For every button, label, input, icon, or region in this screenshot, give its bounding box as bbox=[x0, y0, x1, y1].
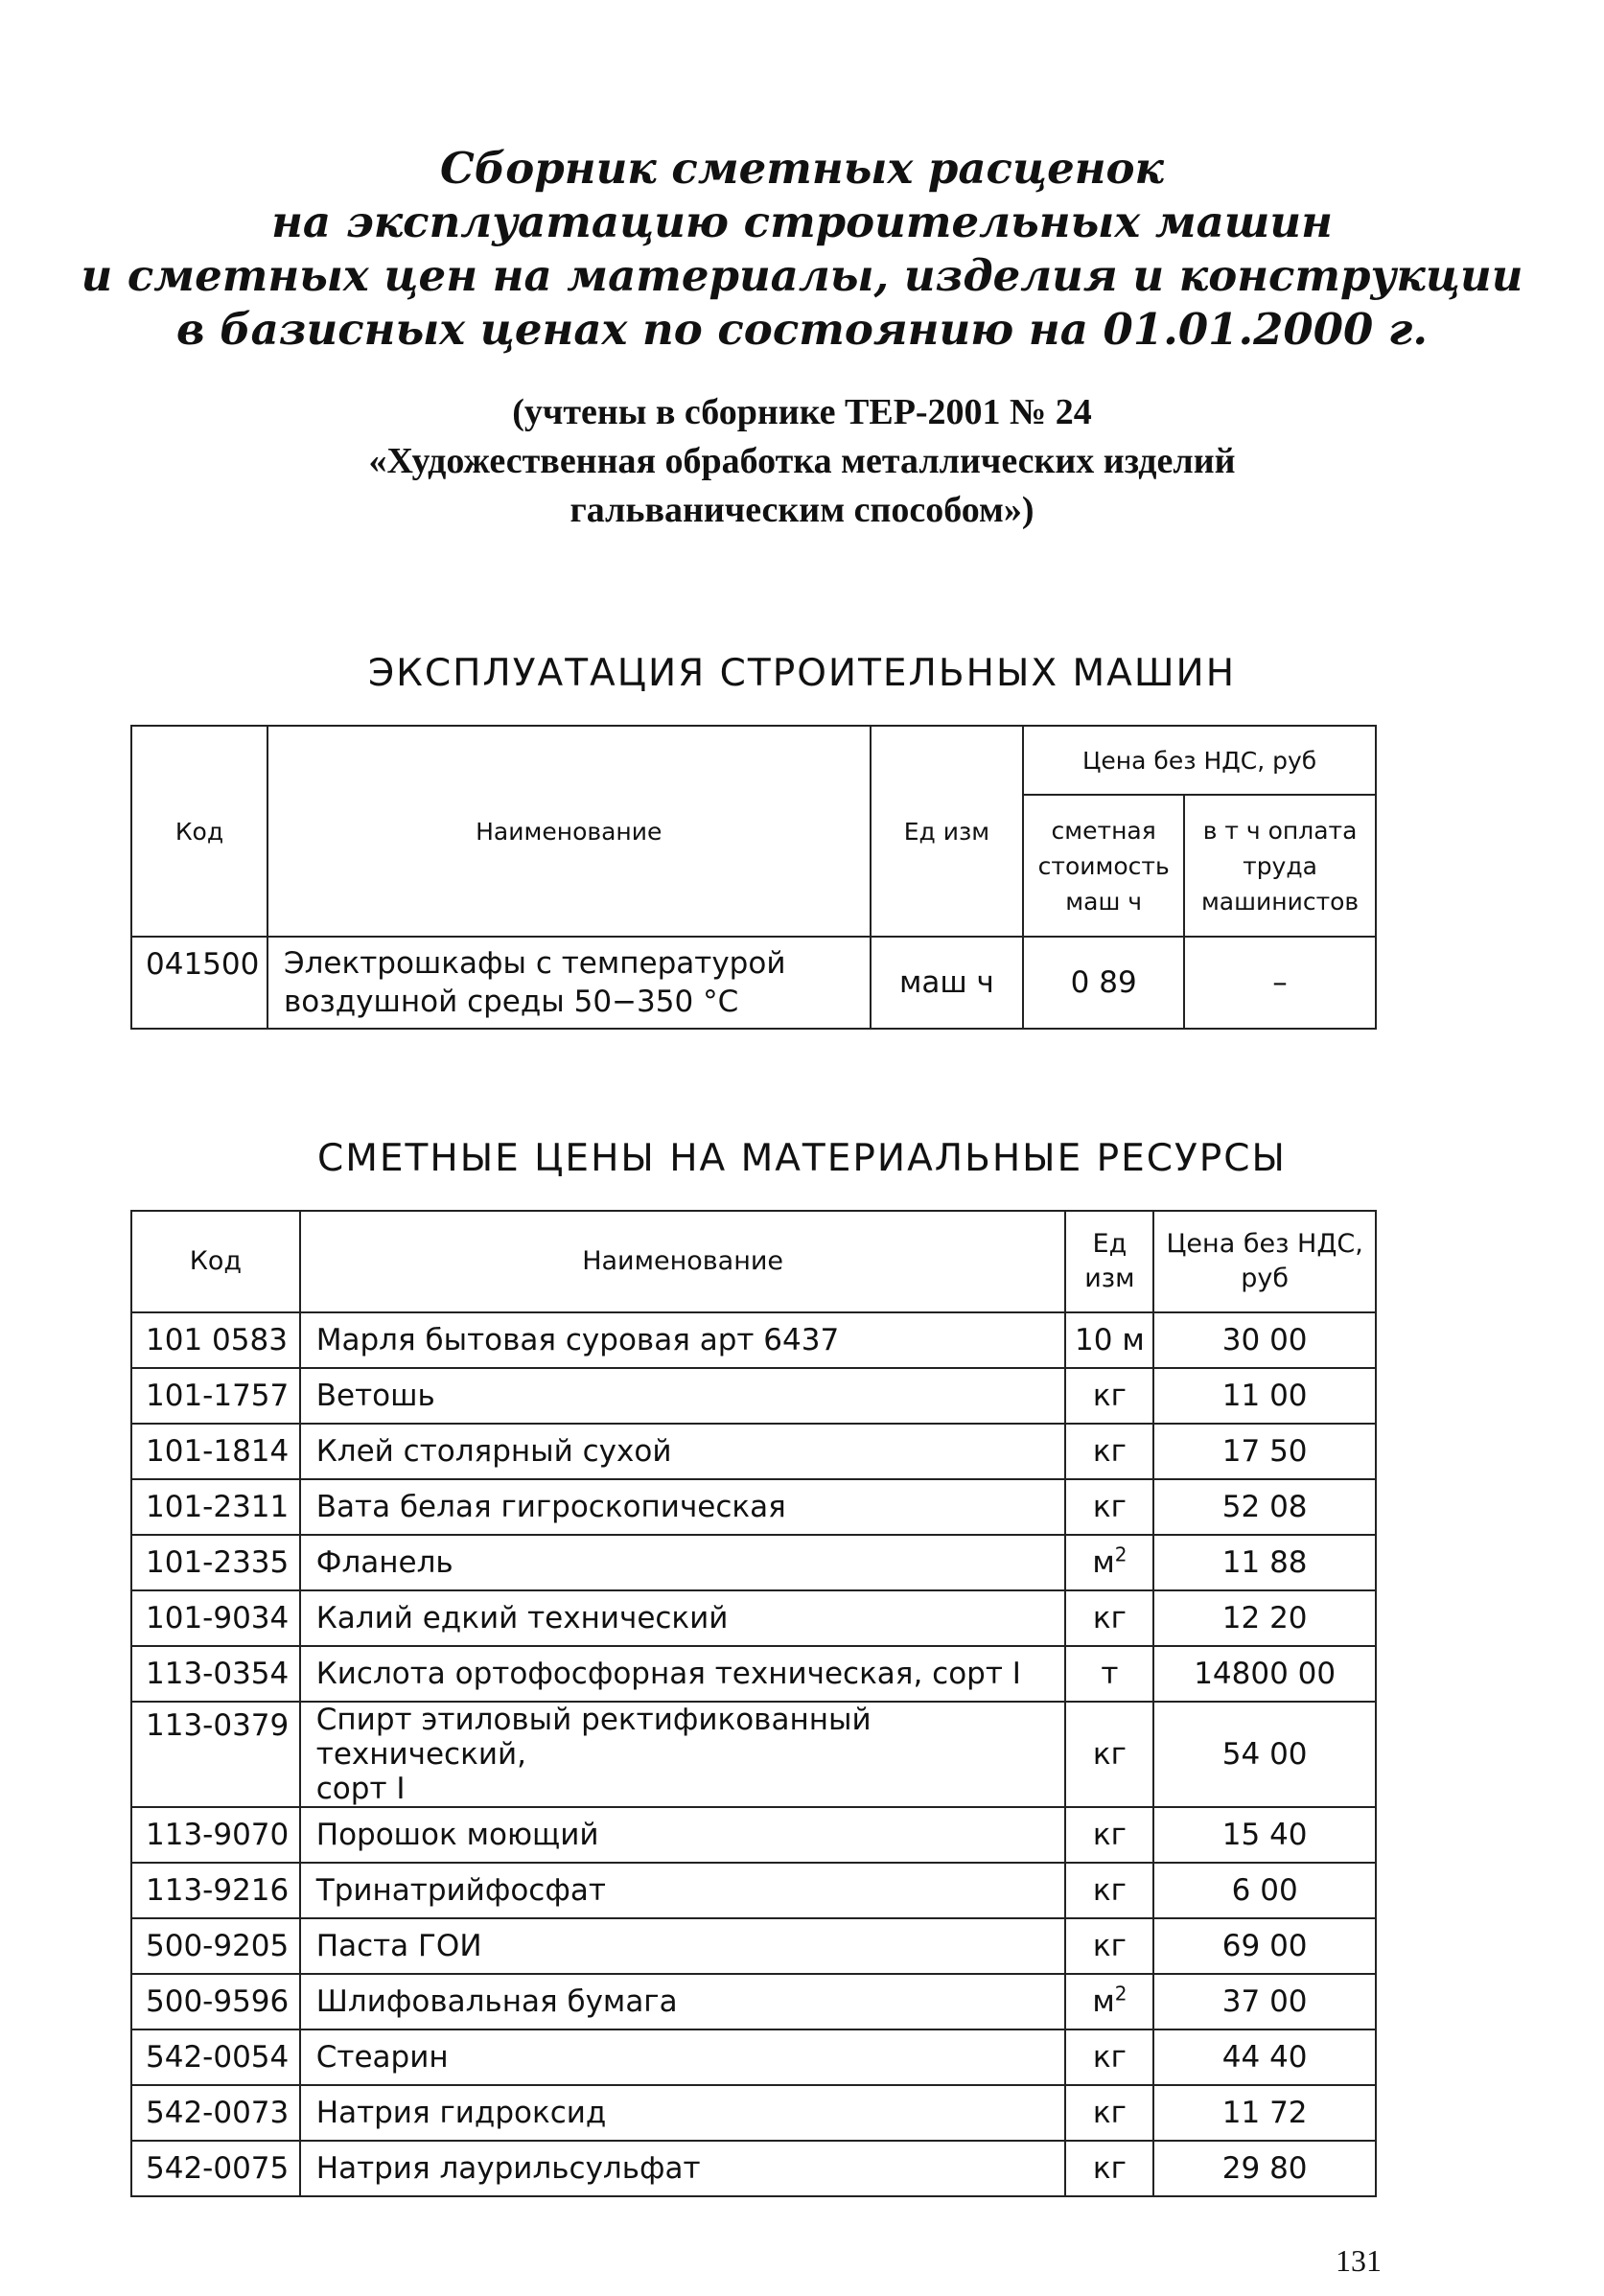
cell-name bbox=[267, 937, 871, 1029]
table-row bbox=[131, 2029, 1376, 2085]
table-row bbox=[131, 1646, 1376, 1702]
cell-price: 52 08 bbox=[1153, 1479, 1376, 1535]
cell-code: 101-9034 bbox=[131, 1590, 300, 1646]
cell-code: 101 0583 bbox=[131, 1312, 300, 1368]
cell-unit bbox=[1065, 1424, 1153, 1479]
cell-unit-text: кг bbox=[1092, 1737, 1127, 1772]
header-code: Код bbox=[131, 1211, 300, 1312]
cell-unit-text: кг bbox=[1092, 1434, 1127, 1469]
cell-code: 113-9216 bbox=[131, 1863, 300, 1918]
title-line: в базисных ценах по состоянию на 01.01.2000 г. bbox=[175, 304, 1429, 355]
machines-section-title: ЭКСПЛУАТАЦИЯ СТРОИТЕЛЬНЫХ МАШИН bbox=[367, 652, 1237, 695]
note-line: «Художественная обработка металлических изделий bbox=[368, 441, 1236, 481]
unit-exponent: 2 bbox=[1114, 1982, 1127, 2006]
cell-name-line: сорт I bbox=[315, 1772, 406, 1806]
header-code: Код bbox=[131, 726, 267, 937]
cell-unit-text: кг bbox=[1092, 2151, 1127, 2186]
cell-name bbox=[300, 1702, 1066, 1807]
table-row bbox=[131, 1702, 1376, 1807]
cell-price: 30 00 bbox=[1153, 1312, 1376, 1368]
cell-name: Вата белая гигроскопическая bbox=[300, 1479, 1066, 1535]
header-unit-line: изм bbox=[1084, 1264, 1135, 1293]
cell-name-line: Электрошкафы с температурой bbox=[283, 946, 786, 981]
cell-code: 113-9070 bbox=[131, 1807, 300, 1863]
table-row bbox=[131, 1590, 1376, 1646]
cell-code: 101-2311 bbox=[131, 1479, 300, 1535]
cell-name: Тринатрийфосфат bbox=[300, 1863, 1066, 1918]
cell-code: 542-0073 bbox=[131, 2085, 300, 2141]
cell-price: 11 72 bbox=[1153, 2085, 1376, 2141]
table-row bbox=[131, 1807, 1376, 1863]
table-row bbox=[131, 1424, 1376, 1479]
cell-price: 44 40 bbox=[1153, 2029, 1376, 2085]
header-wage-line: труда bbox=[1243, 851, 1317, 880]
cell-unit bbox=[1065, 1918, 1153, 1974]
table-row bbox=[131, 937, 1376, 1029]
cell-unit-text: кг bbox=[1092, 1490, 1127, 1524]
cell-unit bbox=[1065, 1590, 1153, 1646]
header-name: Наименование bbox=[300, 1211, 1066, 1312]
cell-code: 500-9205 bbox=[131, 1918, 300, 1974]
header-wage-line: машинистов bbox=[1200, 887, 1360, 916]
cell-unit-text: кг bbox=[1092, 1929, 1127, 1963]
cell-unit-text: кг bbox=[1092, 1379, 1127, 1413]
cell-name: Натрия гидроксид bbox=[300, 2085, 1066, 2141]
cell-price: 12 20 bbox=[1153, 1590, 1376, 1646]
cell-unit-text: кг bbox=[1092, 1601, 1127, 1635]
header-cost-line: сметная bbox=[1051, 816, 1156, 845]
cell-unit-text: кг bbox=[1092, 1818, 1127, 1852]
cell-price: 54 00 bbox=[1153, 1702, 1376, 1807]
cell-unit bbox=[1065, 1368, 1153, 1424]
header-wage-line: в т ч оплата bbox=[1202, 816, 1358, 845]
cell-unit bbox=[1065, 1312, 1153, 1368]
cell-unit bbox=[1065, 2141, 1153, 2196]
cell-code: 041500 bbox=[131, 937, 267, 1029]
table-row bbox=[131, 1535, 1376, 1590]
cell-code: 101-2335 bbox=[131, 1535, 300, 1590]
header-cost-line: маш ч bbox=[1065, 887, 1143, 916]
cell-unit bbox=[1065, 1479, 1153, 1535]
cell-name: Калий едкий технический bbox=[300, 1590, 1066, 1646]
table-row bbox=[131, 1479, 1376, 1535]
table-row bbox=[131, 1368, 1376, 1424]
cell-price: 29 80 bbox=[1153, 2141, 1376, 2196]
cell-code: 113-0354 bbox=[131, 1646, 300, 1702]
header-cost bbox=[1023, 795, 1184, 937]
cell-unit-text: м bbox=[1092, 1545, 1115, 1580]
table-row bbox=[131, 1312, 1376, 1368]
cell-price: 69 00 bbox=[1153, 1918, 1376, 1974]
table-row bbox=[131, 2141, 1376, 2196]
note-line: (учтены в сборнике ТЕР-2001 № 24 bbox=[512, 392, 1092, 432]
cell-unit-text: кг bbox=[1092, 2040, 1127, 2075]
cell-price: 17 50 bbox=[1153, 1424, 1376, 1479]
cell-name: Порошок моющий bbox=[300, 1807, 1066, 1863]
cell-price: 11 88 bbox=[1153, 1535, 1376, 1590]
note-line: гальваническим способом») bbox=[570, 490, 1034, 530]
cell-name-line: Спирт этиловый ректификованный технический, bbox=[315, 1703, 872, 1772]
page-number: 131 bbox=[1336, 2243, 1382, 2278]
cell-code: 500-9596 bbox=[131, 1974, 300, 2029]
cell-code: 113-0379 bbox=[131, 1702, 300, 1807]
cell-unit bbox=[1065, 1535, 1153, 1590]
table-row bbox=[131, 1918, 1376, 1974]
cell-unit-text: кг bbox=[1092, 2096, 1127, 2130]
cell-name-line: воздушной среды 50−350 °С bbox=[283, 985, 739, 1019]
document-title bbox=[0, 142, 1604, 357]
cell-unit bbox=[1065, 1646, 1153, 1702]
cell-unit bbox=[1065, 2085, 1153, 2141]
cell-code: 542-0054 bbox=[131, 2029, 300, 2085]
cell-name: Шлифовальная бумага bbox=[300, 1974, 1066, 2029]
cell-price: 14800 00 bbox=[1153, 1646, 1376, 1702]
materials-table bbox=[130, 1210, 1377, 2197]
cell-cost: 0 89 bbox=[1023, 937, 1184, 1029]
cell-name: Стеарин bbox=[300, 2029, 1066, 2085]
header-wage bbox=[1184, 795, 1376, 937]
materials-section-title: СМЕТНЫЕ ЦЕНЫ НА МАТЕРИАЛЬНЫЕ РЕСУРСЫ bbox=[317, 1137, 1287, 1180]
header-unit bbox=[1065, 1211, 1153, 1312]
cell-name: Марля бытовая суровая арт 6437 bbox=[300, 1312, 1066, 1368]
header-cost-line: стоимость bbox=[1037, 851, 1170, 880]
header-price-line: руб bbox=[1241, 1264, 1290, 1293]
cell-code: 101-1814 bbox=[131, 1424, 300, 1479]
table-row bbox=[131, 1863, 1376, 1918]
header-price-line: Цена без НДС, bbox=[1166, 1229, 1363, 1259]
cell-unit: маш ч bbox=[871, 937, 1024, 1029]
cell-code: 542-0075 bbox=[131, 2141, 300, 2196]
cell-unit-text: м bbox=[1092, 1984, 1115, 2019]
cell-unit bbox=[1065, 1974, 1153, 2029]
cell-code: 101-1757 bbox=[131, 1368, 300, 1424]
title-line: Сборник сметных расценок bbox=[439, 143, 1165, 194]
machines-table bbox=[130, 725, 1377, 1030]
title-line: и сметных цен на материалы, изделия и конструкции bbox=[81, 250, 1523, 301]
unit-exponent: 2 bbox=[1114, 1542, 1127, 1566]
header-price-group: Цена без НДС, руб bbox=[1023, 726, 1376, 795]
cell-unit-text: т bbox=[1101, 1657, 1119, 1691]
cell-name: Кислота ортофосфорная техническая, сорт I bbox=[300, 1646, 1066, 1702]
cell-price: 37 00 bbox=[1153, 1974, 1376, 2029]
cell-unit bbox=[1065, 1863, 1153, 1918]
cell-price: 15 40 bbox=[1153, 1807, 1376, 1863]
materials-rows bbox=[131, 1312, 1376, 2196]
cell-price: 11 00 bbox=[1153, 1368, 1376, 1424]
cell-price: 6 00 bbox=[1153, 1863, 1376, 1918]
cell-unit bbox=[1065, 1702, 1153, 1807]
cell-name: Паста ГОИ bbox=[300, 1918, 1066, 1974]
cell-unit-text: кг bbox=[1092, 1873, 1127, 1908]
header-unit-line: Ед bbox=[1092, 1229, 1127, 1259]
cell-unit-text: 10 м bbox=[1075, 1323, 1145, 1357]
title-line: на эксплуатацию строительных машин bbox=[271, 197, 1333, 247]
header-price bbox=[1153, 1211, 1376, 1312]
table-row bbox=[131, 2085, 1376, 2141]
cell-name: Фланель bbox=[300, 1535, 1066, 1590]
cell-name: Ветошь bbox=[300, 1368, 1066, 1424]
cell-unit bbox=[1065, 2029, 1153, 2085]
cell-wage: – bbox=[1184, 937, 1376, 1029]
header-name: Наименование bbox=[267, 726, 871, 937]
header-unit: Ед изм bbox=[871, 726, 1024, 937]
table-row bbox=[131, 1974, 1376, 2029]
cell-unit bbox=[1065, 1807, 1153, 1863]
cell-name: Натрия лаурильсульфат bbox=[300, 2141, 1066, 2196]
document-note bbox=[0, 388, 1604, 535]
cell-name: Клей столярный сухой bbox=[300, 1424, 1066, 1479]
